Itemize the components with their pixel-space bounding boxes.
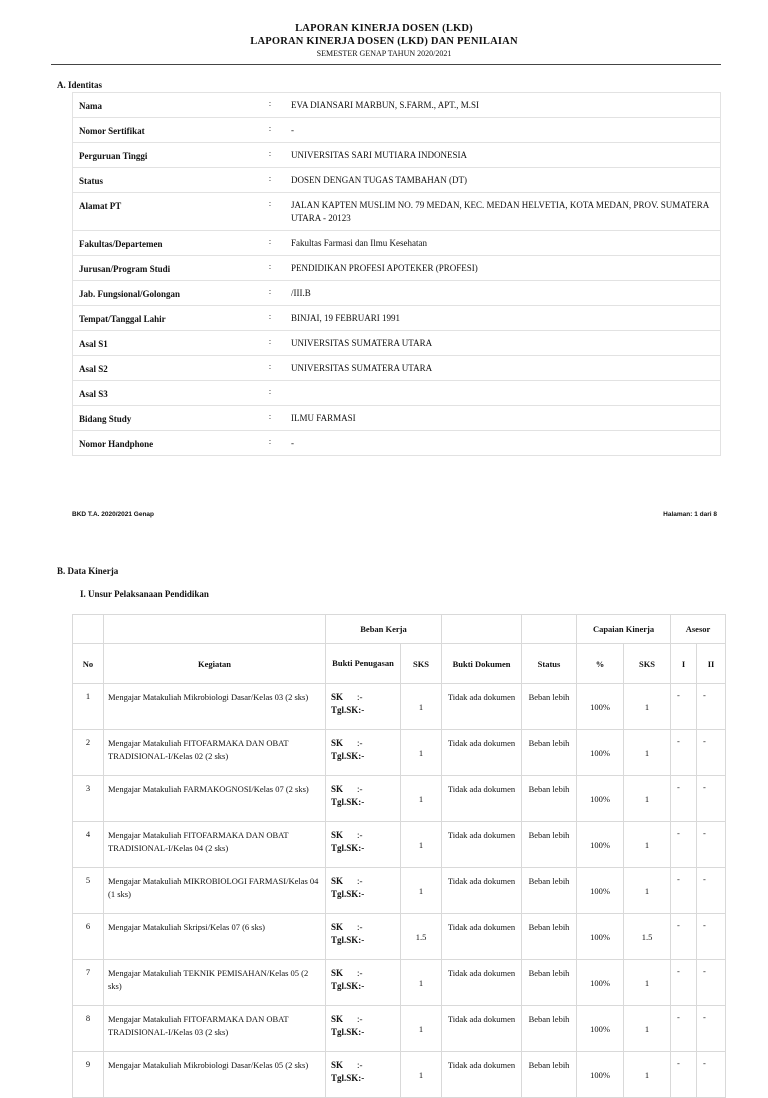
identitas-value: /III.B: [285, 281, 721, 306]
row-kegiatan: Mengajar Matakuliah MIKROBIOLOGI FARMASI/Kelas 04 (1 sks): [104, 868, 326, 914]
identitas-label: Asal S2: [73, 356, 256, 381]
row-kegiatan: Mengajar Matakuliah FITOFARMAKA DAN OBAT TRADISIONAL-I/Kelas 02 (2 sks): [104, 730, 326, 776]
row-sks-capaian: 1: [624, 1006, 671, 1052]
kinerja-row: [73, 960, 726, 1006]
identitas-value: ILMU FARMASI: [285, 406, 721, 431]
row-status: Beban lebih: [522, 1006, 577, 1052]
identitas-value: JALAN KAPTEN MUSLIM NO. 79 MEDAN, KEC. MEDAN HELVETIA, KOTA MEDAN, PROV. SUMATERA UTARA - 20123: [285, 193, 721, 231]
identitas-value: UNIVERSITAS SUMATERA UTARA: [285, 356, 721, 381]
bukti-sk-label: SK: [331, 692, 344, 702]
row-bukti-dokumen: Tidak ada dokumen: [442, 1052, 522, 1098]
row-status: Beban lebih: [522, 960, 577, 1006]
header-beban-kerja: Beban Kerja: [326, 615, 442, 644]
row-status: Beban lebih: [522, 868, 577, 914]
bukti-sk-value: :-: [357, 1014, 363, 1024]
identitas-colon: :: [255, 406, 285, 431]
identitas-colon: :: [255, 356, 285, 381]
bukti-tgl-sk: Tgl.SK:-: [331, 751, 365, 761]
bukti-sk-label: SK: [331, 1014, 344, 1024]
identitas-row: [73, 256, 721, 281]
row-bukti-penugasan: [326, 730, 401, 776]
bukti-sk-label: SK: [331, 1060, 344, 1070]
identitas-label: Alamat PT: [73, 193, 256, 231]
row-asesor-1: -: [671, 1006, 697, 1052]
row-persen: 100%: [577, 1052, 624, 1098]
identitas-colon: :: [255, 93, 285, 118]
row-bukti-dokumen: Tidak ada dokumen: [442, 914, 522, 960]
identitas-value: BINJAI, 19 FEBRUARI 1991: [285, 306, 721, 331]
identitas-label: Asal S3: [73, 381, 256, 406]
row-bukti-dokumen: Tidak ada dokumen: [442, 822, 522, 868]
row-sks: 1: [401, 776, 442, 822]
footer-period: BKD T.A. 2020/2021 Genap: [72, 511, 155, 518]
identitas-row: [73, 143, 721, 168]
identitas-label: Asal S1: [73, 331, 256, 356]
row-sks: 1.5: [401, 914, 442, 960]
kinerja-row: [73, 1006, 726, 1052]
identitas-label: Fakultas/Departemen: [73, 231, 256, 256]
identitas-row: [73, 306, 721, 331]
header-blank: [73, 615, 104, 644]
identitas-value: PENDIDIKAN PROFESI APOTEKER (PROFESI): [285, 256, 721, 281]
identitas-row: [73, 431, 721, 456]
bukti-sk-value: :-: [357, 692, 363, 702]
bukti-sk-value: :-: [357, 784, 363, 794]
identitas-colon: :: [255, 118, 285, 143]
identitas-label: Status: [73, 168, 256, 193]
row-sks-capaian: 1: [624, 684, 671, 730]
row-bukti-penugasan: [326, 684, 401, 730]
row-persen: 100%: [577, 684, 624, 730]
bukti-tgl-sk: Tgl.SK:-: [331, 889, 365, 899]
bukti-sk-label: SK: [331, 738, 344, 748]
header-blank: [442, 615, 522, 644]
bukti-sk-label: SK: [331, 830, 344, 840]
row-bukti-penugasan: [326, 914, 401, 960]
row-status: Beban lebih: [522, 1052, 577, 1098]
identitas-value: DOSEN DENGAN TUGAS TAMBAHAN (DT): [285, 168, 721, 193]
report-title: LAPORAN KINERJA DOSEN (LKD): [295, 23, 473, 34]
identitas-colon: :: [255, 431, 285, 456]
header-sks-capaian: SKS: [624, 644, 671, 684]
row-kegiatan: Mengajar Matakuliah Skripsi/Kelas 07 (6 sks): [104, 914, 326, 960]
document-header: [0, 22, 768, 59]
row-no: 3: [73, 776, 104, 822]
kinerja-row: [73, 822, 726, 868]
bukti-tgl-sk: Tgl.SK:-: [331, 1073, 365, 1083]
row-sks-capaian: 1.5: [624, 914, 671, 960]
identitas-row: [73, 168, 721, 193]
identitas-label: Nomor Handphone: [73, 431, 256, 456]
row-asesor-2: -: [697, 822, 726, 868]
row-sks: 1: [401, 1052, 442, 1098]
header-capaian-kinerja: Capaian Kinerja: [577, 615, 671, 644]
header-bukti-dokumen: Bukti Dokumen: [442, 644, 522, 684]
row-no: 9: [73, 1052, 104, 1098]
row-bukti-dokumen: Tidak ada dokumen: [442, 1006, 522, 1052]
identitas-row: [73, 406, 721, 431]
header-blank: [522, 615, 577, 644]
row-asesor-2: -: [697, 1052, 726, 1098]
row-persen: 100%: [577, 960, 624, 1006]
row-persen: 100%: [577, 868, 624, 914]
identitas-label: Jab. Fungsional/Golongan: [73, 281, 256, 306]
row-status: Beban lebih: [522, 730, 577, 776]
row-asesor-2: -: [697, 1006, 726, 1052]
header-persen: %: [577, 644, 624, 684]
row-asesor-1: -: [671, 960, 697, 1006]
header-bukti-penugasan: Bukti Penugasan: [326, 644, 401, 684]
row-persen: 100%: [577, 730, 624, 776]
identitas-colon: :: [255, 256, 285, 281]
section-kinerja-title: B. Data Kinerja: [57, 566, 119, 576]
report-subtitle: LAPORAN KINERJA DOSEN (LKD) DAN PENILAIAN: [250, 36, 518, 47]
identitas-colon: :: [255, 331, 285, 356]
identitas-label: Tempat/Tanggal Lahir: [73, 306, 256, 331]
row-persen: 100%: [577, 914, 624, 960]
row-asesor-1: -: [671, 684, 697, 730]
header-asesor: Asesor: [671, 615, 726, 644]
identitas-row: [73, 193, 721, 231]
identitas-colon: :: [255, 306, 285, 331]
row-persen: 100%: [577, 776, 624, 822]
row-bukti-penugasan: [326, 868, 401, 914]
identitas-value: -: [285, 431, 721, 456]
row-sks: 1: [401, 684, 442, 730]
row-asesor-2: -: [697, 960, 726, 1006]
identitas-table: [72, 92, 721, 456]
row-sks-capaian: 1: [624, 730, 671, 776]
row-kegiatan: Mengajar Matakuliah Mikrobiologi Dasar/Kelas 03 (2 sks): [104, 684, 326, 730]
kinerja-row: [73, 730, 726, 776]
identitas-value: Fakultas Farmasi dan Ilmu Kesehatan: [285, 231, 721, 256]
row-no: 7: [73, 960, 104, 1006]
row-bukti-dokumen: Tidak ada dokumen: [442, 776, 522, 822]
bukti-tgl-sk: Tgl.SK:-: [331, 797, 365, 807]
bukti-sk-value: :-: [357, 1060, 363, 1070]
row-sks-capaian: 1: [624, 868, 671, 914]
row-sks-capaian: 1: [624, 1052, 671, 1098]
identitas-value: [285, 381, 721, 406]
subsection-pendidikan-title: I. Unsur Pelaksanaan Pendidikan: [80, 589, 209, 599]
row-persen: 100%: [577, 822, 624, 868]
kinerja-row: [73, 1052, 726, 1098]
footer-page-number: Halaman: 1 dari 8: [663, 511, 717, 518]
bukti-sk-label: SK: [331, 968, 344, 978]
row-asesor-1: -: [671, 1052, 697, 1098]
bukti-sk-value: :-: [357, 738, 363, 748]
identitas-row: [73, 281, 721, 306]
bukti-sk-label: SK: [331, 922, 344, 932]
row-bukti-penugasan: [326, 960, 401, 1006]
identitas-colon: :: [255, 381, 285, 406]
kinerja-table: [72, 614, 726, 1098]
identitas-colon: :: [255, 281, 285, 306]
header-divider: [51, 64, 721, 65]
identitas-row: [73, 231, 721, 256]
identitas-row: [73, 93, 721, 118]
bukti-sk-value: :-: [357, 830, 363, 840]
identitas-value: UNIVERSITAS SARI MUTIARA INDONESIA: [285, 143, 721, 168]
row-status: Beban lebih: [522, 776, 577, 822]
row-bukti-dokumen: Tidak ada dokumen: [442, 868, 522, 914]
identitas-row: [73, 381, 721, 406]
row-asesor-2: -: [697, 868, 726, 914]
identitas-value: -: [285, 118, 721, 143]
header-sks: SKS: [401, 644, 442, 684]
section-identitas-title: A. Identitas: [57, 80, 103, 90]
identitas-label: Nama: [73, 93, 256, 118]
row-no: 6: [73, 914, 104, 960]
row-no: 4: [73, 822, 104, 868]
row-asesor-1: -: [671, 776, 697, 822]
identitas-colon: :: [255, 143, 285, 168]
row-asesor-1: -: [671, 730, 697, 776]
identitas-value: UNIVERSITAS SUMATERA UTARA: [285, 331, 721, 356]
row-bukti-dokumen: Tidak ada dokumen: [442, 684, 522, 730]
row-bukti-penugasan: [326, 1006, 401, 1052]
row-status: Beban lebih: [522, 914, 577, 960]
header-blank: [104, 615, 326, 644]
kinerja-row: [73, 868, 726, 914]
row-asesor-2: -: [697, 684, 726, 730]
kinerja-row: [73, 914, 726, 960]
row-kegiatan: Mengajar Matakuliah FITOFARMAKA DAN OBAT TRADISIONAL-I/Kelas 03 (2 sks): [104, 1006, 326, 1052]
identitas-label: Perguruan Tinggi: [73, 143, 256, 168]
header-status: Status: [522, 644, 577, 684]
row-asesor-2: -: [697, 730, 726, 776]
row-no: 8: [73, 1006, 104, 1052]
semester-label: SEMESTER GENAP TAHUN 2020/2021: [316, 49, 452, 58]
bukti-tgl-sk: Tgl.SK:-: [331, 705, 365, 715]
row-sks: 1: [401, 1006, 442, 1052]
identitas-colon: :: [255, 193, 285, 231]
bukti-tgl-sk: Tgl.SK:-: [331, 981, 365, 991]
row-sks-capaian: 1: [624, 776, 671, 822]
identitas-label: Nomor Sertifikat: [73, 118, 256, 143]
row-asesor-2: -: [697, 914, 726, 960]
header-asesor-1: I: [671, 644, 697, 684]
header-asesor-2: II: [697, 644, 726, 684]
row-no: 1: [73, 684, 104, 730]
bukti-sk-label: SK: [331, 876, 344, 886]
bukti-sk-value: :-: [357, 876, 363, 886]
row-sks-capaian: 1: [624, 822, 671, 868]
row-sks-capaian: 1: [624, 960, 671, 1006]
identitas-colon: :: [255, 168, 285, 193]
row-sks: 1: [401, 730, 442, 776]
row-status: Beban lebih: [522, 822, 577, 868]
row-persen: 100%: [577, 1006, 624, 1052]
bukti-tgl-sk: Tgl.SK:-: [331, 1027, 365, 1037]
identitas-label: Jurusan/Program Studi: [73, 256, 256, 281]
row-asesor-1: -: [671, 914, 697, 960]
header-no: No: [73, 644, 104, 684]
row-kegiatan: Mengajar Matakuliah TEKNIK PEMISAHAN/Kelas 05 (2 sks): [104, 960, 326, 1006]
identitas-label: Bidang Study: [73, 406, 256, 431]
row-kegiatan: Mengajar Matakuliah Mikrobiologi Dasar/Kelas 05 (2 sks): [104, 1052, 326, 1098]
row-bukti-dokumen: Tidak ada dokumen: [442, 730, 522, 776]
identitas-row: [73, 331, 721, 356]
identitas-row: [73, 356, 721, 381]
row-kegiatan: Mengajar Matakuliah FARMAKOGNOSI/Kelas 07 (2 sks): [104, 776, 326, 822]
row-status: Beban lebih: [522, 684, 577, 730]
kinerja-row: [73, 776, 726, 822]
bukti-sk-value: :-: [357, 922, 363, 932]
bukti-sk-value: :-: [357, 968, 363, 978]
row-asesor-2: -: [697, 776, 726, 822]
row-no: 2: [73, 730, 104, 776]
bukti-tgl-sk: Tgl.SK:-: [331, 843, 365, 853]
bukti-sk-label: SK: [331, 784, 344, 794]
row-asesor-1: -: [671, 822, 697, 868]
row-sks: 1: [401, 960, 442, 1006]
row-bukti-penugasan: [326, 1052, 401, 1098]
row-sks: 1: [401, 822, 442, 868]
row-bukti-dokumen: Tidak ada dokumen: [442, 960, 522, 1006]
kinerja-row: [73, 684, 726, 730]
row-kegiatan: Mengajar Matakuliah FITOFARMAKA DAN OBAT TRADISIONAL-I/Kelas 04 (2 sks): [104, 822, 326, 868]
row-bukti-penugasan: [326, 776, 401, 822]
identitas-colon: :: [255, 231, 285, 256]
bukti-tgl-sk: Tgl.SK:-: [331, 935, 365, 945]
row-bukti-penugasan: [326, 822, 401, 868]
row-asesor-1: -: [671, 868, 697, 914]
header-kegiatan: Kegiatan: [104, 644, 326, 684]
row-no: 5: [73, 868, 104, 914]
identitas-value: EVA DIANSARI MARBUN, S.FARM., APT., M.SI: [285, 93, 721, 118]
identitas-row: [73, 118, 721, 143]
row-sks: 1: [401, 868, 442, 914]
